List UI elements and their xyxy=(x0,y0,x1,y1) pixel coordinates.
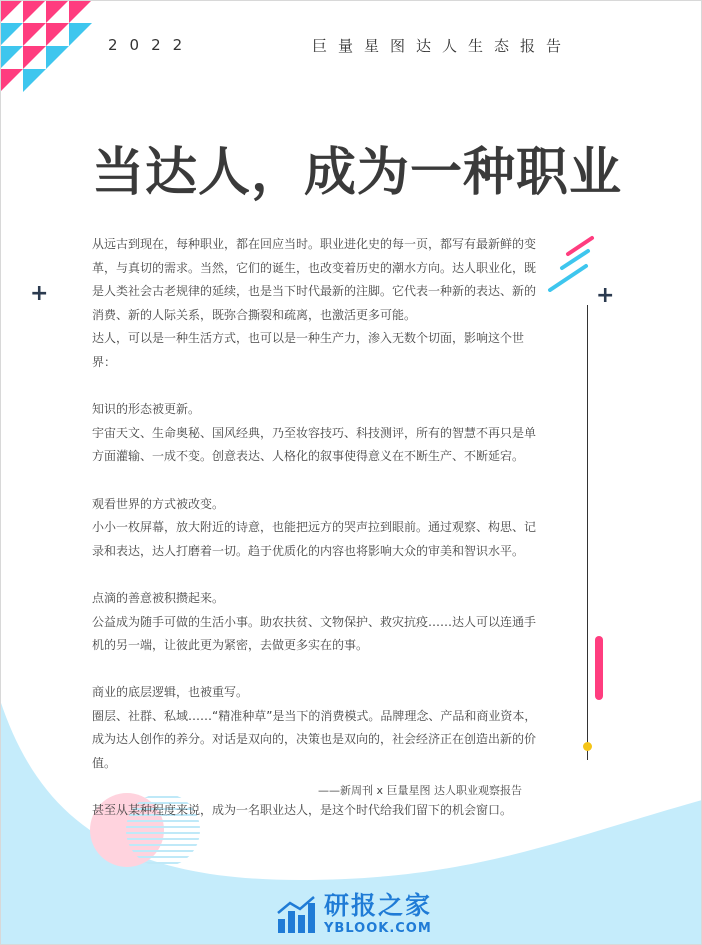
yellow-dot xyxy=(583,742,592,751)
section-paragraph: 宇宙天文、生命奥秘、国风经典，乃至妆容技巧、科技测评，所有的智慧不再只是单方面灌输、一成不变。创意表达、人格化的叙事使得意义在不断生产、不断延宕。 xyxy=(92,425,537,464)
section-heading: 知识的形态被更新。 xyxy=(92,402,201,417)
vertical-divider-line xyxy=(587,305,588,760)
body-text xyxy=(92,233,540,823)
plus-icon: + xyxy=(30,281,49,306)
watermark-logo xyxy=(276,893,432,936)
page-title: 当达人，成为一种职业 xyxy=(92,143,623,203)
header-report-title: 巨量星图达人生态报告 xyxy=(312,37,573,55)
section-heading: 点滴的善意被积攒起来。 xyxy=(92,590,225,605)
watermark-cn: 研报之家 xyxy=(324,891,433,920)
corner-triangle-pattern xyxy=(0,0,96,96)
header-year: 2022 xyxy=(108,36,195,54)
pink-accent-bar xyxy=(595,636,603,700)
watermark-en: YBLOOK.COM xyxy=(324,921,432,936)
closing-paragraph: 甚至从某种程度来说，成为一名职业达人，是这个时代给我们留下的机会窗口。 xyxy=(92,803,513,818)
section-paragraph: 小小一枚屏幕，放大附近的诗意，也能把远方的哭声拉到眼前。通过观察、构思、记录和表达，达人打磨着一切。趋于优质化的内容也将影响大众的审美和智识水平。 xyxy=(92,520,537,558)
intro-paragraph: 达人，可以是一种生活方式，也可以是一种生产力，渗入无数个切面，影响这个世界： xyxy=(92,331,525,369)
bar-chart-logo-icon xyxy=(276,895,318,935)
section-paragraph: 公益成为随手可做的生活小事。助农扶贫、文物保护、救灾抗疫……达人可以连通手机的另一端，让彼此更为紧密，去做更多实在的事。 xyxy=(92,614,537,653)
intro-paragraph: 从远古到现在，每种职业，都在回应当时。职业进化史的每一页，都写有最新鲜的变革，与真切的需求。当然，它们的诞生，也改变着历史的潮水方向。达人职业化，既是人类社会古老规律的延续，也是当下时代最新的注脚。它代表一种新的表达、新的消费、新的人际关系，既弥合撕裂和疏离，也激活更多可能。 xyxy=(92,237,537,322)
signature: ——新周刊 x 巨量星图 达人职业观察报告 xyxy=(318,784,522,797)
plus-icon: + xyxy=(596,283,615,308)
diagonal-stripes-icon xyxy=(540,232,600,292)
section-heading: 观看世界的方式被改变。 xyxy=(92,496,225,511)
section-paragraph: 圈层、社群、私域……“精准种草”是当下的消费模式。品牌理念、产品和商业资本，成为达人创作的养分。对话是双向的，决策也是双向的，社会经济正在创造出新的价值。 xyxy=(92,708,537,771)
section-heading: 商业的底层逻辑，也被重写。 xyxy=(92,685,249,700)
